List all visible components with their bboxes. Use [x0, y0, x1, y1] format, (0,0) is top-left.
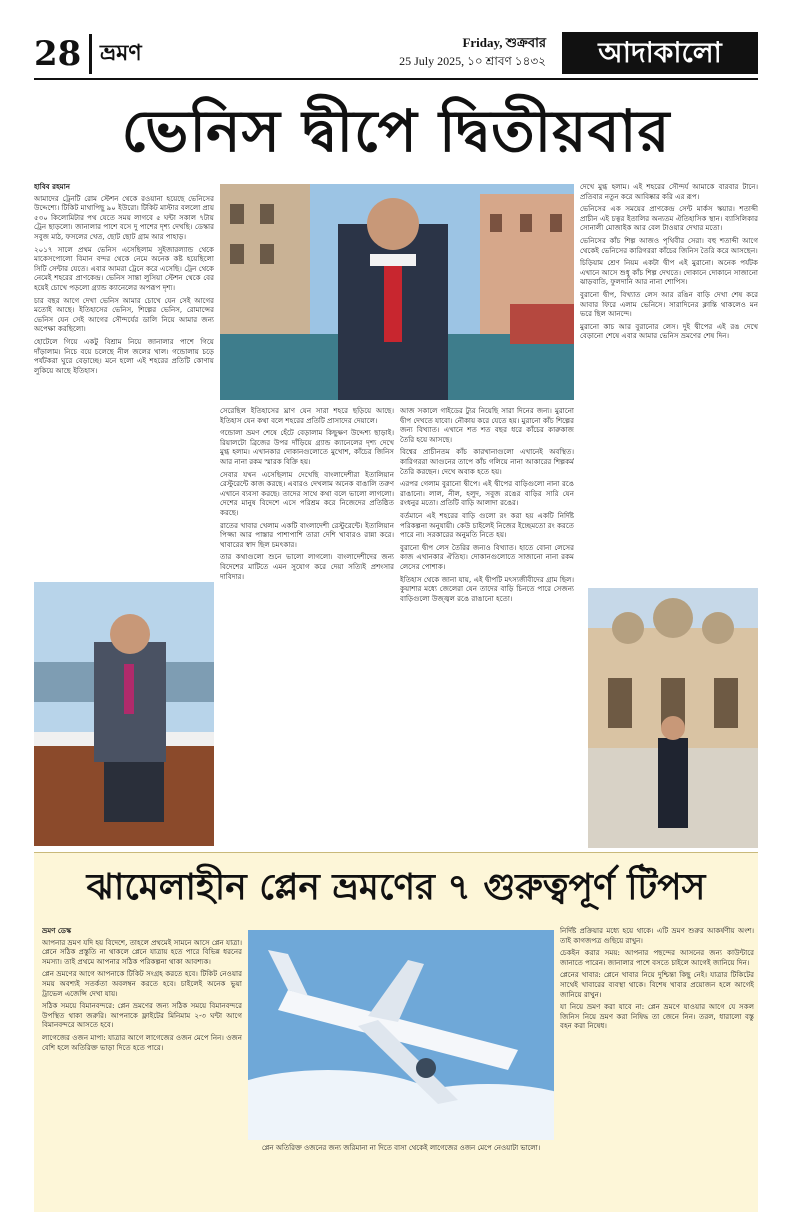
paragraph: প্লেনের খাবার: প্লেনে খাবার নিয়ে দুশ্চিন্তা কিছু নেই। যাত্রার টিকিটের সাথেই খাবারের ব্যবস্থা থাকে। বিশেষ খাবার প্রয়োজন হলে আগেই জানিয়ে রাখুন।: [560, 970, 754, 999]
paragraph: নির্দিষ্ট প্রক্রিয়ার মধ্যে হয়ে থাকে। এটি ভ্রমণ শুরুর আকর্ষণীয় অংশ। তাই কাগজপত্র গুছিয়ে রাখুন।: [560, 926, 754, 945]
basilica-illustration: [588, 588, 758, 848]
right-photo-basilica: [588, 588, 758, 848]
paragraph: লাগেজের ওজন মাপা: যাত্রার আগে লাগেজের ওজন মেপে নিন। ওজন বেশি হলে অতিরিক্ত ভাড়া দিতে হতে পারে।: [42, 1032, 242, 1052]
paragraph: মুরানো কাচ আর বুরানোর লেস। দুই দ্বীপের এই রঙ দেখে বেড়ানো শেষে এবার আমার ভেনিস ভ্রমণের শেষ দিন।: [580, 321, 758, 341]
section-name: ভ্রমণ: [100, 40, 142, 66]
paragraph: গন্ডোলা ভ্রমণ শেষে হেঁটে বেড়ালাম কিছুক্ষণ উদ্দেশ্য ছাড়াই। রিয়ালটো ব্রিজের উপর দাঁড়িয়ে গ্র্যান্ড ক্যানেলের দৃশ্য দেখে মুগ্ধ হলাম। এখানকার দোকানগুলোতে মুখোশ, কাঁচের জিনিস আর নানা রকম স্মারক বিক্রি হয়।: [220, 428, 394, 466]
article-col-1: [34, 182, 214, 574]
paragraph: সঠিক সময়ে বিমানবন্দরে: প্লেন ভ্রমণের জন্য সঠিক সময়ে বিমানবন্দরে উপস্থিত থাকা জরুরি। আপনাকে ফ্লাইটের মিনিমাম ২-৩ ঘন্টা আগে বিমানবন্দরে আসতে হবে।: [42, 1001, 242, 1030]
canal-illustration: [220, 184, 574, 400]
paragraph: চেকইন করার সময়: আপনার পছন্দের আসনের জন্য কাউন্টারে জানাতে পারেন। জানালার পাশে বসতে চাইলে আগেই জানিয়ে দিন।: [560, 948, 754, 967]
boat-illustration: [34, 582, 214, 846]
feature-headline: ঝামেলাহীন প্লেন ভ্রমণের ৭ গুরুত্বপূর্ণ টিপস: [86, 867, 706, 908]
main-photo-venice-canal: [220, 184, 574, 400]
paragraph: তার কথাগুলো শুনে ভালো লাগলো। বাংলাদেশীদের জন্য বিদেশের মাটিতে এমন সুযোগ করে দেয়া সত্যিই প্রশংসার দাবিদার।: [220, 552, 394, 581]
date-block: [399, 34, 546, 70]
article-col-4: [580, 182, 758, 582]
brand-logo: আদাকালো: [562, 32, 758, 74]
paragraph: সেবার যখন এসেছিলাম দেখেছি বাংলাদেশীরা ইতালিয়ান রেস্টুরেন্টে কাজ করছে। এবারও দেখলাম অনেক বাঙালি তরুণ এখানে ব্যবসা করছে। তাদের সাথে কথা বলে ভালো লাগলো। দেশের মানুষ বিদেশে এসে পরিশ্রম করে নিজেদের প্রতিষ্ঠিত করছে।: [220, 469, 394, 517]
feature-col-left: [42, 926, 242, 1210]
masthead: [34, 30, 758, 80]
airplane-caption: প্লেন অতিরিক্ত ওজনের জন্য জরিমানা না দিতে বাসা থেকেই লাগেজের ওজন মেপে নেওয়াটা ভালো।: [261, 1144, 541, 1152]
paragraph: বিশ্বের প্রাচীনতম কাঁচ কারখানাগুলো এখানেই অবস্থিত। কারিগররা আগুনের তাপে কাঁচ গলিয়ে নানা আকারের শিল্পকর্ম তৈরি করছেন। দেখে অবাক হতে হয়।: [400, 447, 574, 476]
paragraph: ভেনিসের কাঁচ শিল্প আজও পৃথিবীর সেরা। বহু শতাব্দী আগে থেকেই ভেনিসের কারিগররা কাঁচের জিনিস তৈরি করে আসছেন।: [580, 235, 758, 255]
article-col-2: [220, 406, 394, 846]
byline: হাবিব রহমান: [34, 182, 71, 191]
paragraph: দেখে মুগ্ধ হলাম। এই শহরের সৌন্দর্য আমাকে বারবার টানে। প্রতিবার নতুন করে আবিষ্কার করি এর রূপ।: [580, 182, 758, 201]
paragraph: বুরানো দ্বীপ, বিখ্যাত লেস আর রঙিন বাড়ি দেখা শেষ করে আবার ফিরে এলাম ভেনিসে। সারাদিনের ক্লান্তি থাকলেও মন ভরে ছিল আনন্দে।: [580, 289, 758, 319]
paragraph: হোটেলে গিয়ে একটু বিশ্রাম নিয়ে জানালার পাশে গিয়ে দাঁড়ালাম। নিচে বয়ে চলেছে নীল জলের খাল। গন্ডোলায় চড়ে পর্যটকরা ঘুরে বেড়াচ্ছে। মনে হলো এই শহরের প্রতিটি কোণায় লুকিয়ে আছে ইতিহাস।: [34, 336, 214, 375]
paragraph: প্লেন ভ্রমণের আগে আপনাকে টিকিট সংগ্রহ করতে হবে। টিকিট নেওয়ার সময় অবশ্যই সতর্কতা অবলম্বন করতে হবে। চাইলেই অনেক ভুয়া ট্রাভেল এজেন্সি দেখা যায়।: [42, 969, 242, 998]
paragraph: ভেনিসের এক সময়ের প্রাণকেন্দ্র সেন্ট মার্কস স্কয়ার। শতাব্দী প্রাচীন এই চত্বর ইতালির অন্যতম ঐতিহাসিক স্থান। ব্যাসিলিকার সোনালী মোজাইক আর বেল টাওয়ার দেখার মতো।: [580, 204, 758, 233]
article-col-3: [400, 406, 574, 846]
airplane-photo: [248, 930, 554, 1140]
paragraph: চার বছর আগে দেখা ভেনিস আমার চোখে যেন সেই আগের মতোই আছে। ইতিহাসের ভেনিস, শিল্পের ভেনিস, রোমান্সের ভেনিস যেন সেই আগের সৌন্দর্যের ডালি নিয়ে আমার জন্য অপেক্ষা করছিলো।: [34, 295, 214, 334]
paragraph: ২০১৭ সালে প্রথম ভেনিস এসেছিলাম সুইজারল্যান্ড থেকে মাকেসপোলো বিমান বন্দর থেকে নেমে অনেক কষ্ট হয়েছিলো সিটি সেন্টার যেতে। এবার আমরা ট্রেনে করে এসেছি। ট্রেন থেকে নেমেই শহরের প্রাণকেন্দ্র। ভেনিস সান্তা লুসিয়া স্টেশন থেকে বের হয়েই চোখে পড়লো গ্র্যান্ড ক্যানেলের অপরূপ দৃশ্য।: [34, 244, 214, 292]
paragraph: যা নিয়ে ভ্রমণ করা যাবে না: প্লেন ভ্রমণে যাওয়ার আগে যে সকল জিনিস নিয়ে ভ্রমণ করা নিষিদ্ধ তা জেনে নিন। তরল, ধারালো বস্তু বহন করা নিষেধ।: [560, 1002, 754, 1031]
paragraph: আজ সকালে গাইডের ট্যুর নিয়েছি সারা দিনের জন্য। মুরানো দ্বীপ দেখতে যাবো। নৌকায় করে যেতে হয়। মুরানো কাঁচ শিল্পের জন্য বিখ্যাত। এখানে শত শত বছর ধরে কাঁচের কারুকাজ তৈরি হয়ে আসছে।: [400, 406, 574, 444]
paragraph: ইতিহাস থেকে জানা যায়, এই দ্বীপটি মৎস্যজীবীদের গ্রাম ছিল। কুয়াশার মধ্যে জেলেরা যেন তাদের বাড়ি চিনতে পারে সেজন্য বাড়িগুলো উজ্জ্বল রঙে রাঙানো হতো।: [400, 574, 574, 603]
date-label: 25 July 2025, ১০ শ্রাবণ ১৪৩২: [399, 54, 546, 68]
page-number: 28: [34, 34, 92, 74]
feature-byline: ভ্রমণ ডেস্ক: [42, 926, 72, 935]
paragraph: এরপর গেলাম বুরানো দ্বীপে। এই দ্বীপের বাড়িগুলো নানা রঙে রাঙানো। লাল, নীল, হলুদ, সবুজ রঙের বাড়ির সারি যেন রংধনুর মতো। প্রতিটি বাড়ি আলাদা রঙের।: [400, 479, 574, 508]
paragraph: সেরেছিল ইতিহাসের ঘ্রাণ যেন সারা শহরে ছড়িয়ে আছে। ইতিহাস যেন কথা বলে শহরের প্রতিটি প্রাসাদের দেয়ালে।: [220, 406, 394, 425]
paragraph: বুরানো দ্বীপ লেস তৈরির জন্যও বিখ্যাত। হাতে বোনা লেসের কাজ এখানকার ঐতিহ্য। দোকানগুলোতে সাজানো নানা রকম লেসের পোশাক।: [400, 542, 574, 571]
feature-col-right: [560, 926, 754, 1210]
paragraph: আমাদের ট্রেনটি রোম স্টেশন থেকে রওয়ানা হয়েছে ভেনিসের উদ্দেশ্যে। টিকিট মাথাপিছু ৯০ ইউরো। টিকিট মাস্টার বললো প্রায় ৫৩০ কিলোমিটার পথ যেতে সময় লাগবে ৫ ঘন্টা সকাল ৭টায় ট্রেন ছাড়লো। জানালার পাশে বসে দু পাশের দৃশ্য দেখছি। ডেস্কার সবুজ মাঠ, ফসলের খেত, ছোট ছোট গ্রাম আর পাহাড়।: [34, 193, 214, 241]
paragraph: আপনার ভ্রমণ যদি হয় বিদেশে, তাহলে প্রথমেই সামনে আসে প্লেন যাত্রা। প্লেনে সঠিক প্রস্তুতি না থাকলে প্লেনে যাত্রায় হতে পারে বিভিন্ন ধরনের সমস্যা। তাই প্রথমে আপনার সঠিক পরিকল্পনা থাকা আবশ্যক।: [42, 937, 242, 966]
paragraph: রাতের খাবার খেলাম একটি বাংলাদেশী রেস্টুরেন্টে। ইতালিয়ান পিজ্জা আর পাস্তার পাশাপাশি তারা দেশি খাবারও রান্না করে। খাবারের স্বাদ ছিল চমৎকার।: [220, 520, 394, 549]
paragraph: চিড়িয়াম শ্রেণ নিয়ম একটা দ্বীপ এই মুরানো। অনেক পর্যটক এখানে আসে শুধু কাঁচ শিল্প দেখতে। দোকানে দোকানে সাজানো ঝাড়বাতি, ফুলদানি আর নানা শোপিস।: [580, 258, 758, 287]
airplane-illustration: [248, 930, 554, 1140]
paragraph: বর্তমানে এই শহরের বাড়ি গুলো রং করা হয় একটি নির্দিষ্ট পরিকল্পনা অনুযায়ী। কেউ চাইলেই নিজের ইচ্ছেমতো রং করতে পারে না। সরকারের অনুমতি নিতে হয়।: [400, 510, 574, 540]
day-label: Friday, শুক্রবার: [462, 35, 546, 50]
article-headline: ভেনিস দ্বীপে দ্বিতীয়বার: [121, 97, 671, 165]
left-photo-boat: [34, 582, 214, 846]
